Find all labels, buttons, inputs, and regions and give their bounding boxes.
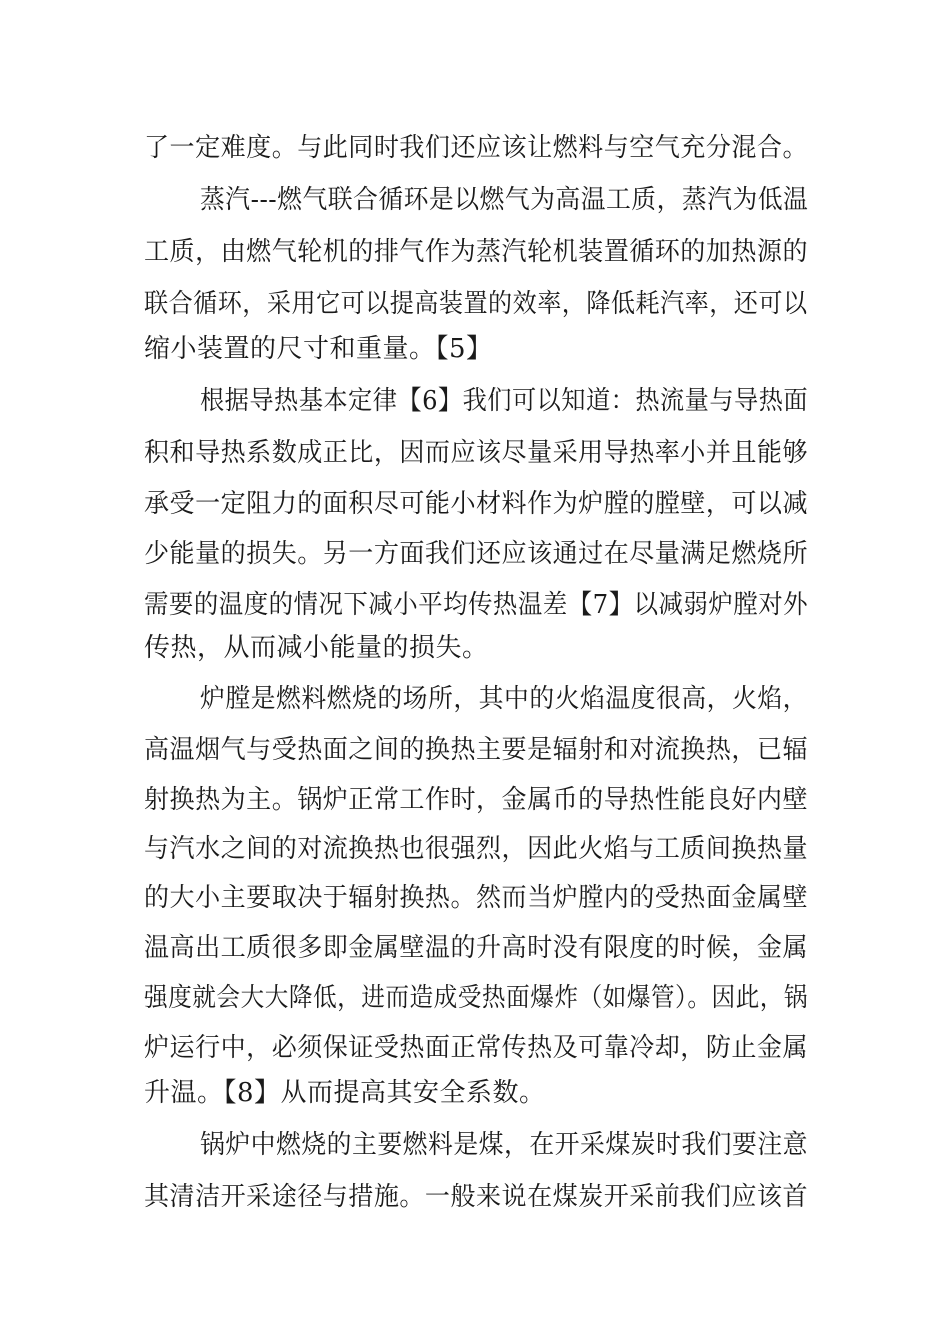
- text-line: 少能量的损失。另一方面我们还应该通过在尽量满足燃烧所: [144, 539, 809, 569]
- text-line: 工质，由燃气轮机的排气作为蒸汽轮机装置循环的加热源的: [144, 237, 809, 267]
- text-line: 缩小装置的尺寸和重量。【5】: [144, 334, 493, 364]
- text-line: 的大小主要取决于辐射换热。然而当炉膛内的受热面金属壁: [144, 883, 809, 913]
- text-line: 升温。【8】从而提高其安全系数。: [144, 1078, 546, 1108]
- text-line: 与汽水之间的对流换热也很强烈，因此火焰与工质间换热量: [144, 834, 809, 864]
- text-line: 传热，从而减小能量的损失。: [144, 633, 489, 663]
- text-line: 其清洁开采途径与措施。一般来说在煤炭开采前我们应该首: [144, 1182, 809, 1212]
- text-line: 承受一定阻力的面积尽可能小材料作为炉膛的膛壁，可以减: [144, 489, 809, 519]
- text-line: 了一定难度。与此同时我们还应该让燃料与空气充分混合。: [144, 133, 809, 163]
- paragraph-start-line: 锅炉中燃烧的主要燃料是煤，在开采煤炭时我们要注意: [200, 1130, 809, 1160]
- text-line: 温高出工质很多即金属壁温的升高时没有限度的时候，金属: [144, 933, 809, 963]
- text-line: 需要的温度的情况下减小平均传热温差【7】以减弱炉膛对外: [144, 590, 809, 620]
- text-line: 积和导热系数成正比，因而应该尽量采用导热率小并且能够: [144, 438, 809, 468]
- text-line: 射换热为主。锅炉正常工作时，金属币的导热性能良好内壁: [144, 785, 809, 815]
- text-line: 炉运行中，必须保证受热面正常传热及可靠冷却，防止金属: [144, 1033, 809, 1063]
- text-line: 高温烟气与受热面之间的换热主要是辐射和对流换热，已辐: [144, 735, 809, 765]
- text-line: 强度就会大大降低，进而造成受热面爆炸（如爆管）。因此，锅: [144, 983, 809, 1013]
- paragraph-start-line: 根据导热基本定律【6】我们可以知道：热流量与导热面: [200, 386, 809, 416]
- paragraph-start-line: 炉膛是燃料燃烧的场所，其中的火焰温度很高，火焰，: [200, 684, 809, 714]
- paragraph-start-line: 蒸汽---燃气联合循环是以燃气为高温工质，蒸汽为低温: [200, 185, 809, 215]
- text-line: 联合循环，采用它可以提高装置的效率，降低耗汽率，还可以: [144, 289, 808, 319]
